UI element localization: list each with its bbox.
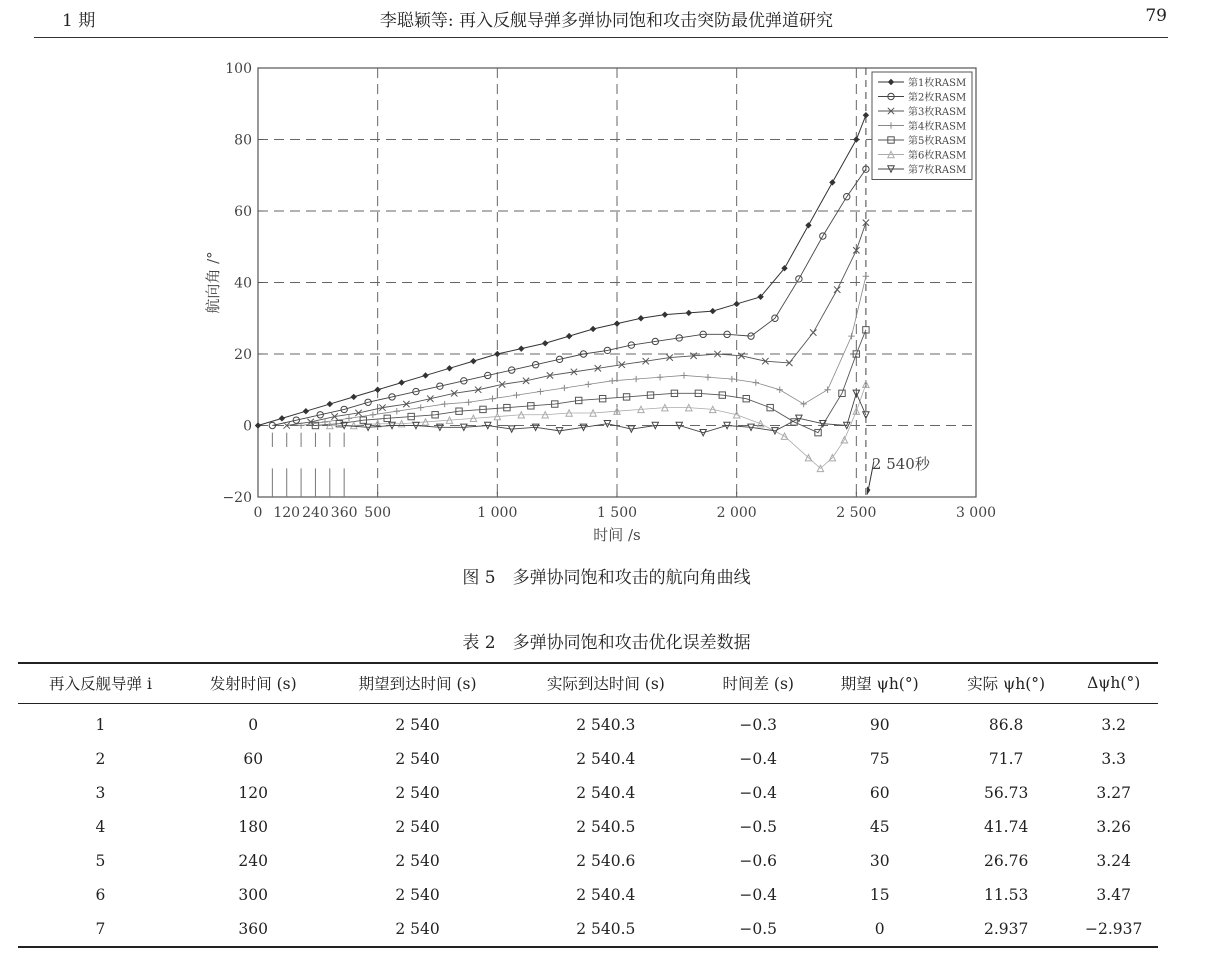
table-row bbox=[18, 776, 1158, 810]
x-tick-label: 1 500 bbox=[596, 505, 638, 521]
table-cell: 6 bbox=[95, 886, 106, 904]
annotation-label: 2 540秒 bbox=[871, 455, 930, 474]
table-cell: 2 540.3 bbox=[576, 716, 636, 734]
table-cell: 2 540.4 bbox=[576, 886, 636, 904]
table-caption: 表 2 多弹协同饱和攻击优化误差数据 bbox=[462, 633, 751, 653]
x-tick-label: 2 500 bbox=[836, 505, 877, 521]
legend-label: 第3枚RASM bbox=[908, 107, 967, 118]
table-cell: 2.937 bbox=[943, 912, 1069, 947]
table-cell: 3.3 bbox=[1101, 750, 1126, 768]
table-cell: 2 540.5 bbox=[512, 912, 700, 947]
table-header-cell: 实际到达时间 (s) bbox=[512, 663, 700, 704]
table-cell: 4 bbox=[95, 818, 106, 836]
table-cell: 2 540 bbox=[395, 750, 440, 768]
x-tick-label: 240 bbox=[302, 505, 329, 521]
table-cell: 3.27 bbox=[1096, 784, 1131, 802]
table-header-cell: 实际 ψh(°) bbox=[943, 663, 1069, 704]
x-tick-label: 1 000 bbox=[477, 505, 518, 521]
table-cell: 2 540 bbox=[395, 818, 440, 836]
figure-caption: 图 5 多弹协同饱和攻击的航向角曲线 bbox=[462, 568, 751, 588]
legend-label: 第2枚RASM bbox=[908, 92, 967, 104]
x-tick-label: 360 bbox=[330, 505, 358, 521]
legend-label: 第7枚RASM bbox=[908, 165, 967, 176]
table-cell: 120 bbox=[238, 784, 268, 802]
table-row bbox=[18, 912, 1158, 947]
table-cell: 1 bbox=[95, 716, 106, 734]
legend-label: 第4枚RASM bbox=[908, 121, 967, 133]
table-header-cell: 时间差 (s) bbox=[700, 663, 817, 704]
running-title: 李聪颖等: 再入反舰导弹多弹协同饱和攻击突防最优弹道研究 bbox=[379, 11, 834, 31]
y-axis-label: 航向角 /° bbox=[204, 251, 222, 314]
table-cell: 3.24 bbox=[1096, 852, 1131, 870]
table-cell: 75 bbox=[869, 750, 890, 768]
legend bbox=[872, 72, 972, 180]
table-cell: 3 bbox=[95, 784, 106, 802]
table-cell: 11.53 bbox=[983, 886, 1029, 904]
table-header-cell: 发射时间 (s) bbox=[183, 663, 323, 704]
table-cell: 0 bbox=[248, 716, 259, 734]
table-cell: 2 540.5 bbox=[576, 818, 636, 836]
table-cell: 2 540 bbox=[395, 784, 440, 802]
y-tick-label: 0 bbox=[243, 418, 252, 435]
y-tick-label: −20 bbox=[222, 490, 252, 506]
x-tick-label: 2 000 bbox=[716, 505, 757, 521]
table-row bbox=[18, 742, 1158, 776]
table-cell: 7 bbox=[18, 912, 183, 947]
table-cell: −0.6 bbox=[739, 852, 778, 870]
y-tick-label: 40 bbox=[234, 275, 252, 292]
table-cell: 71.7 bbox=[988, 750, 1024, 768]
table-cell: −0.5 bbox=[700, 912, 817, 947]
table-cell: 3.47 bbox=[1096, 886, 1131, 904]
table-cell: −0.5 bbox=[739, 818, 778, 836]
x-axis-label: 时间 /s bbox=[593, 526, 641, 544]
table-cell: −0.3 bbox=[739, 716, 778, 734]
table-cell: 45 bbox=[869, 818, 890, 836]
y-tick-label: 60 bbox=[234, 204, 252, 220]
table-row bbox=[18, 844, 1158, 878]
table-row bbox=[18, 810, 1158, 844]
table-cell: 360 bbox=[183, 912, 323, 947]
x-tick-label: 0 bbox=[253, 505, 263, 521]
table-cell: 2 540.6 bbox=[576, 852, 636, 870]
table-cell: 2 540 bbox=[395, 886, 440, 904]
table-cell: −0.4 bbox=[739, 750, 778, 768]
table-cell: −0.4 bbox=[739, 784, 778, 802]
table-cell: 60 bbox=[243, 750, 264, 768]
header-rule bbox=[34, 37, 1168, 38]
error-data-table bbox=[18, 662, 1158, 948]
table-cell: 3.26 bbox=[1096, 818, 1131, 836]
x-tick-label: 120 bbox=[273, 505, 301, 521]
table-cell: 26.76 bbox=[983, 852, 1029, 870]
table-cell: 56.73 bbox=[983, 784, 1029, 802]
table-cell: 15 bbox=[869, 886, 890, 904]
y-tick-label: 80 bbox=[234, 132, 252, 149]
x-tick-label: 3 000 bbox=[955, 505, 997, 521]
table-cell: 90 bbox=[869, 716, 890, 734]
table-header-cell: 期望 ψh(°) bbox=[816, 663, 942, 704]
table-cell: 86.8 bbox=[988, 716, 1024, 734]
table-cell: 0 bbox=[816, 912, 942, 947]
table-cell: −2.937 bbox=[1069, 912, 1158, 947]
table-cell: 180 bbox=[238, 818, 268, 836]
page-number: 79 bbox=[1145, 6, 1167, 26]
table-body bbox=[18, 704, 1158, 948]
table-cell: 30 bbox=[869, 852, 890, 870]
heading-angle-chart bbox=[0, 50, 1213, 550]
table-header-cell: Δψh(°) bbox=[1069, 663, 1158, 704]
table-cell: 60 bbox=[869, 784, 890, 802]
table-cell: 2 540.4 bbox=[576, 784, 636, 802]
legend-label: 第1枚RASM bbox=[908, 78, 967, 89]
table-cell: 5 bbox=[95, 852, 106, 870]
table-cell: 300 bbox=[238, 886, 268, 904]
table-cell: 41.74 bbox=[983, 818, 1029, 836]
table-cell: 240 bbox=[238, 852, 268, 870]
y-tick-label: 20 bbox=[234, 347, 252, 363]
table-cell: 2 bbox=[95, 750, 106, 768]
table-header-row bbox=[18, 663, 1158, 704]
table-cell: 2 540 bbox=[395, 716, 440, 734]
x-tick-label: 500 bbox=[364, 505, 392, 521]
table-cell: −0.4 bbox=[739, 886, 778, 904]
table-row bbox=[18, 704, 1158, 743]
table-cell: 2 540 bbox=[395, 852, 440, 870]
table-cell: 3.2 bbox=[1101, 716, 1126, 734]
table-header-cell: 期望到达时间 (s) bbox=[323, 663, 511, 704]
table-row bbox=[18, 878, 1158, 912]
legend-label: 第5枚RASM bbox=[908, 136, 967, 147]
issue-number: 1 期 bbox=[62, 11, 96, 31]
table-cell: 2 540.4 bbox=[576, 750, 636, 768]
legend-label: 第6枚RASM bbox=[908, 150, 967, 162]
table-cell: 2 540 bbox=[323, 912, 511, 947]
y-tick-label: 100 bbox=[225, 61, 252, 77]
table-header-cell: 再入反舰导弹 i bbox=[18, 663, 183, 704]
